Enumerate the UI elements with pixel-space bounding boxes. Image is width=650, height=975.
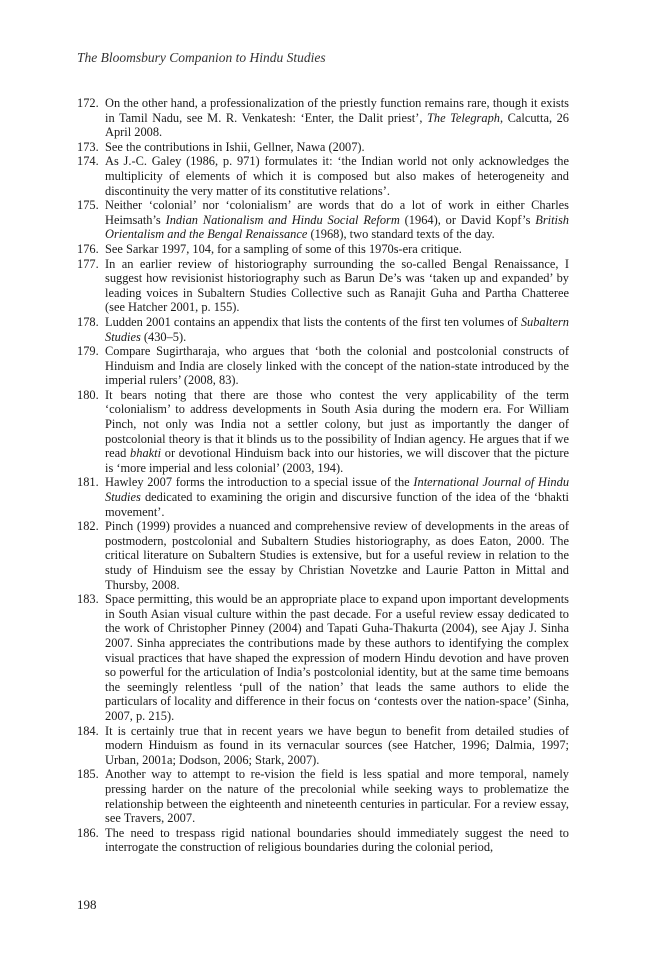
endnote-text-segment: The need to trespass rigid national boundaries should immediately suggest the need to interrogate the construction of religious boundaries during the colonial period, — [105, 825, 569, 855]
endnote-text-segment: See the contributions in Ishii, Gellner, Nawa (2007). — [105, 139, 365, 154]
endnote-text-segment: Ludden 2001 contains an appendix that lists the contents of the first ten volumes of — [105, 314, 521, 329]
endnote-text-segment: Neither ‘colonial’ nor ‘colonialism’ are words that do a lot of work in either Charles Heimsath’s — [105, 198, 569, 227]
endnote-text — [105, 592, 569, 723]
endnote-text-segment: Hawley 2007 forms the introduction to a special issue of the — [105, 475, 414, 490]
endnote-number: 173. — [77, 139, 99, 154]
endnote-text-segment: , Calcutta, 26 April 2008. — [105, 110, 569, 140]
endnote-text-segment: See Sarkar 1997, 104, for a sampling of some of this 1970s-era critique. — [105, 241, 462, 256]
endnote — [77, 724, 569, 768]
endnote-number: 183. — [77, 592, 99, 607]
endnote-italic-title: bhakti — [130, 446, 162, 461]
endnote — [77, 592, 569, 723]
endnote-text-segment: dedicated to examining the origin and discursive function of the idea of the ‘bhakti movement’. — [105, 490, 569, 519]
endnote — [77, 315, 569, 344]
endnote-text — [105, 519, 569, 592]
endnote-number: 175. — [77, 198, 99, 213]
endnote-text — [105, 315, 569, 344]
endnote-number: 182. — [77, 519, 99, 534]
endnote-text — [105, 724, 569, 768]
endnote-italic-title: International Journal of Hindu Studies — [105, 475, 570, 505]
endnote-text — [105, 388, 569, 476]
endnote-text-segment: As J.-C. Galey (1986, p. 971) formulates it: ‘the Indian world not only acknowledges the multiplicity of elements of which it is composed but also makes of heterogeneity and discontinuity the very matter of its constitutive relations’. — [105, 154, 569, 198]
endnote-number: 181. — [77, 475, 99, 490]
endnote — [77, 242, 569, 257]
endnote — [77, 257, 569, 315]
endnote-text — [105, 475, 569, 519]
endnote-italic-title: The Telegraph — [427, 110, 500, 125]
endnote — [77, 826, 569, 855]
endnote-number: 180. — [77, 387, 99, 402]
endnotes-list — [77, 96, 569, 855]
endnote-text-segment: Space permitting, this would be an appropriate place to expand upon important developments in South Asian visual culture within the past decade. For a useful review essay dedicated to the work of Christopher Pinney (2004) and Tapati Guha-Thakurta (2004), see Ajay J. Sinha 2007. Sinha appreciates the contributions made by these authors to identifying the complex visual practices that have shaped the expression of modern Hindu devotion and have proven so powerful for the articulation of India’s postcolonial identity, but at the same time bemoans the seemingly relentless ‘pull of the nation’ that leads the same authors to elide the particulars of locality and difference in their focus on ‘contests over the nation-space’ (Sinha, 2007, p. 215). — [105, 592, 569, 723]
endnote-text — [105, 140, 569, 155]
endnote-text — [105, 154, 569, 198]
endnote-text — [105, 344, 569, 388]
endnote-text-segment: On the other hand, a professionalization of the priestly function remains rare, though it exists in Tamil Nadu, see M. R. Venkatesh: ‘Enter, the Dalit priest’, — [105, 96, 569, 125]
endnote-text — [105, 198, 569, 242]
endnote-number: 177. — [77, 256, 99, 271]
endnote — [77, 140, 569, 155]
endnote-text-segment: It bears noting that there are those who contest the very applicability of the term ‘colonialism’ to address developments in South Asia during the modern era. For William Pinch, not only was India not a settler colony, but just as importantly the danger of postcolonial theory is that it blinds us to the possibility of Indian agency. He argues that if we read — [105, 387, 569, 461]
endnote-text — [105, 767, 569, 825]
endnote-number: 185. — [77, 767, 99, 782]
endnote — [77, 96, 569, 140]
endnote-number: 176. — [77, 241, 99, 256]
endnote-text-segment: (1964), or David Kopf’s — [399, 212, 536, 227]
page-number: 198 — [77, 897, 97, 912]
endnote-text-segment: (1968), two standard texts of the day. — [307, 227, 495, 242]
endnote — [77, 767, 569, 825]
endnote-text — [105, 257, 569, 315]
endnote-text-segment: Another way to attempt to re-vision the field is less spatial and more temporal, namely pressing harder on the nature of the precolonial while seeking ways to problematize the relationship between the eighteenth and nineteenth centuries in particular. For a review essay, see Travers, 2007. — [105, 767, 569, 826]
endnote-text-segment: or devotional Hinduism back into our histories, we will discover that the picture is ‘more imperial and less colonial’ (2003, 194). — [105, 446, 569, 475]
endnote-number: 184. — [77, 723, 99, 738]
endnote-text — [105, 826, 569, 855]
endnote-text-segment: It is certainly true that in recent years we have begun to benefit from detailed studies of modern Hinduism as found in its vernacular sources (see Hatcher, 1996; Dalmia, 1997; Urban, 2001a; Dodson, 2006; Stark, 2007). — [105, 723, 569, 767]
endnote-italic-title: Subaltern Studies — [105, 314, 569, 344]
endnote-text-segment: Pinch (1999) provides a nuanced and comprehensive review of developments in the areas of postmodern, postcolonial and Subaltern Studies historiography, as does Eaton, 2000. The critical literature on Subaltern Studies is extensive, but for a useful review in relation to the study of Hinduism see the essay by Christian Novetzke and Laurie Patton in Mittal and Thursby, 2008. — [105, 519, 569, 592]
endnote-text — [105, 242, 569, 257]
endnote — [77, 198, 569, 242]
endnote-italic-title: British Orientalism and the Bengal Renaissance — [105, 212, 569, 242]
running-head: The Bloomsbury Companion to Hindu Studies — [77, 50, 326, 65]
endnote — [77, 154, 569, 198]
endnote — [77, 519, 569, 592]
endnote-text-segment: Compare Sugirtharaja, who argues that ‘both the colonial and postcolonial constructs of Hinduism and India are closely linked with the concept of the nation-state introduced by the imperial rulers’ (2008, 83). — [105, 344, 569, 388]
endnote-number: 172. — [77, 96, 99, 110]
endnote — [77, 388, 569, 476]
endnote-text-segment: (430–5). — [140, 329, 187, 344]
endnote — [77, 344, 569, 388]
endnote-number: 186. — [77, 825, 99, 840]
endnote-text — [105, 96, 569, 140]
endnote-number: 178. — [77, 314, 99, 329]
endnote-number: 174. — [77, 154, 99, 169]
endnote-italic-title: Indian Nationalism and Hindu Social Reform — [165, 212, 400, 227]
endnote-text-segment: In an earlier review of historiography surrounding the so-called Bengal Renaissance, I suggest how revisionist historiography such as Barun De’s was ‘taken up and expanded’ by leading voices in Subaltern Studies Collective such as Ranajit Guha and Partha Chatteree (see Hatcher 2001, p. 155). — [105, 256, 569, 315]
endnote — [77, 475, 569, 519]
endnote-number: 179. — [77, 344, 99, 359]
